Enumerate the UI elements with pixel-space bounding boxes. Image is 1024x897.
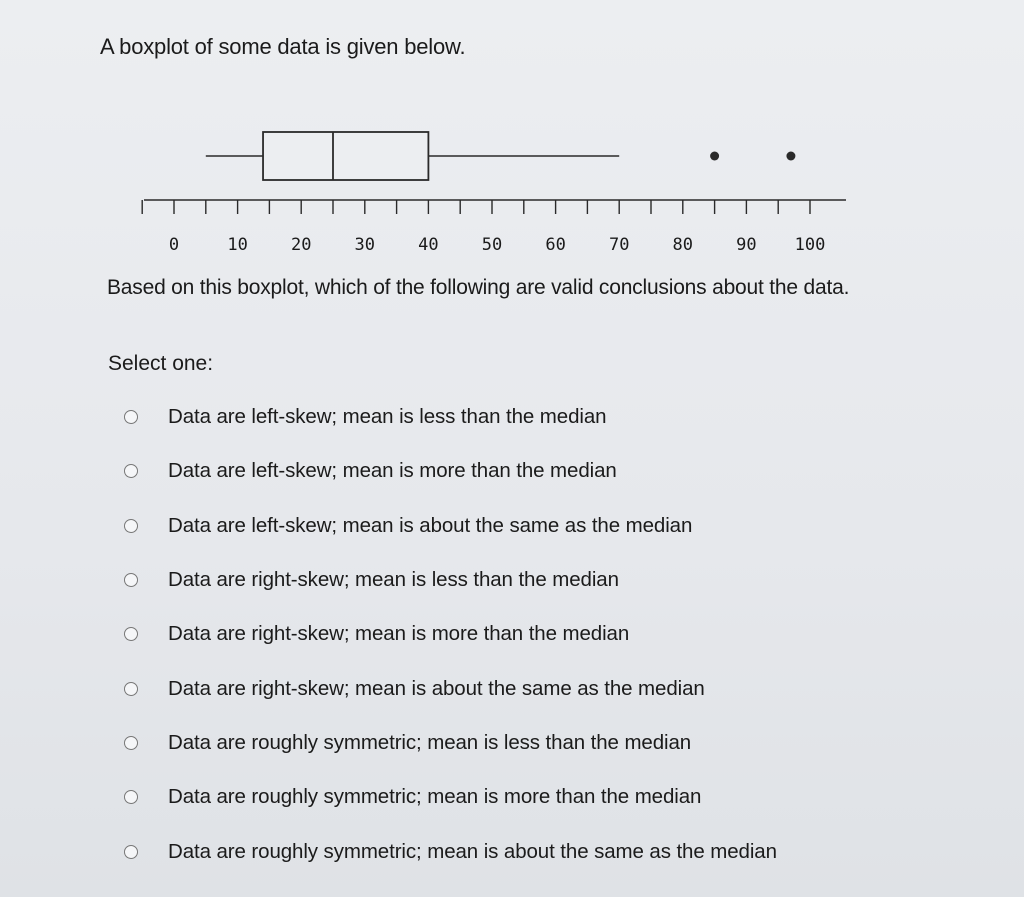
answer-option-4[interactable] — [124, 553, 944, 607]
tick-label: 40 — [418, 235, 439, 255]
answer-option-label: Data are roughly symmetric; mean is less than the median — [168, 730, 692, 754]
answer-option-label: Data are roughly symmetric; mean is about the same as the median — [168, 839, 777, 863]
outlier-point-1 — [710, 152, 719, 161]
answer-option-1[interactable] — [124, 390, 944, 444]
radio-button-2[interactable] — [124, 464, 138, 478]
answer-options — [124, 390, 944, 879]
radio-button-7[interactable] — [124, 736, 138, 750]
radio-button-9[interactable] — [124, 845, 138, 859]
tick-label: 90 — [736, 235, 757, 255]
radio-button-6[interactable] — [124, 682, 138, 696]
boxplot-svg — [120, 110, 880, 270]
radio-button-1[interactable] — [124, 410, 138, 424]
answer-option-label: Data are right-skew; mean is less than the median — [168, 568, 619, 592]
tick-label: 30 — [354, 235, 376, 255]
answer-option-label: Data are right-skew; mean is about the same as the median — [168, 676, 705, 700]
answer-option-2[interactable] — [124, 444, 944, 498]
radio-button-8[interactable] — [124, 790, 138, 804]
answer-option-3[interactable] — [124, 499, 944, 553]
tick-label: 100 — [794, 235, 826, 255]
answer-option-6[interactable] — [124, 661, 944, 715]
answer-option-5[interactable] — [124, 607, 944, 661]
answer-option-7[interactable] — [124, 716, 944, 770]
answer-option-label: Data are left-skew; mean is about the same as the median — [168, 513, 693, 537]
answer-option-label: Data are left-skew; mean is more than the median — [168, 459, 617, 483]
answer-option-9[interactable] — [124, 824, 944, 878]
tick-label: 20 — [290, 235, 312, 255]
tick-label: 80 — [672, 235, 694, 255]
question-title: A boxplot of some data is given below. — [100, 34, 466, 59]
tick-label: 0 — [168, 235, 180, 255]
tick-label: 50 — [481, 235, 503, 255]
radio-button-4[interactable] — [124, 573, 138, 587]
answer-option-label: Data are left-skew; mean is less than the median — [168, 405, 607, 429]
boxplot-chart — [120, 110, 880, 270]
tick-label: 10 — [227, 235, 248, 255]
answer-option-label: Data are roughly symmetric; mean is more than the median — [168, 785, 702, 809]
iqr-box — [263, 132, 428, 180]
question-prompt: Based on this boxplot, which of the following are valid conclusions about the data. — [107, 276, 850, 299]
tick-label: 60 — [545, 235, 566, 255]
radio-button-5[interactable] — [124, 627, 138, 641]
answer-option-8[interactable] — [124, 770, 944, 824]
answer-option-label: Data are right-skew; mean is more than the median — [168, 622, 630, 646]
outlier-point-2 — [786, 152, 795, 161]
tick-label: 70 — [608, 235, 630, 255]
select-one-label: Select one: — [108, 352, 214, 375]
radio-button-3[interactable] — [124, 519, 138, 533]
